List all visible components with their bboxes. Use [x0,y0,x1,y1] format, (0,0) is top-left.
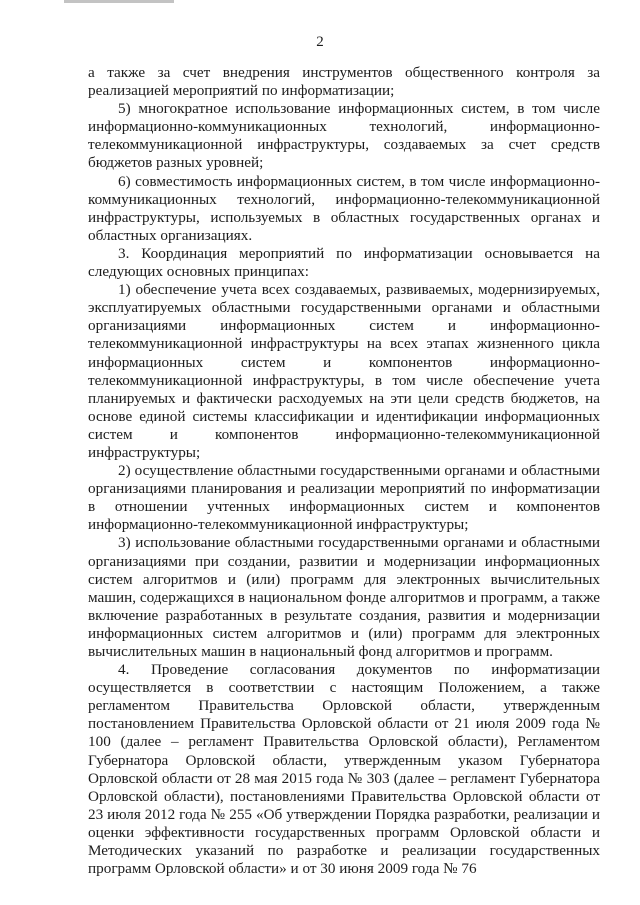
scan-artifact [64,0,174,3]
paragraph-item-6: 6) совместимость информационных систем, в том числе информационно-коммуникационных технологий, информационно-телекоммуникационной инфраструктуры, используемых в областных государственных органах и областных организациях. [88,172,600,244]
paragraph-section-4: 4. Проведение согласования документов по информатизации осуществляется в соответствии с настоящим Положением, а также регламентом Правительства Орловской области, утвержденным постановлением Правительства Орловской области от 21 июля 2009 года № 100 (далее – регламент Правительства Орловской области), Регламентом Губернатора Орловской области, утвержденным указом Губернатора Орловской области от 28 мая 2015 года № 303 (далее – регламент Губернатора Орловской области), постановлениями Правительства Орловской области от 23 июля 2012 года № 255 «Об утверждении Порядка разработки, реализации и оценки эффективности государственных программ Орловской области и Методических указаний по разработке и реализации государственных программ Орловской области» и от 30 июня 2009 года № 76 [88,661,600,878]
paragraph-principle-3: 3) использование областными государственными органами и областными организациями при создании, развитии и модернизации информационных систем алгоритмов и (или) программ для электронных вычислительных машин, содержащихся в национальном фонде алгоритмов и программ, а также включение разработанных в результате создания, развития и модернизации информационных систем алгоритмов и (или) программ для электронных вычислительных машин в национальный фонд алгоритмов и программ. [88,534,600,660]
paragraph-section-3: 3. Координация мероприятий по информатизации основывается на следующих основных принципах: [88,244,600,281]
paragraph-continuation: а также за счет внедрения инструментов общественного контроля за реализацией мероприятий по информатизации; [88,64,600,100]
paragraph-item-5: 5) многократное использование информационных систем, в том числе информационно-коммуникационных технологий, информационно-телекоммуникационной инфраструктуры, создаваемых за счет средств бюджетов разных уровней; [88,100,600,172]
page-number: 2 [316,34,324,50]
paragraph-principle-2: 2) осуществление областными государственными органами и областными организациями планирования и реализации мероприятий по информатизации в отношении учтенных информационных систем и компонентов информационно-телекоммуникационной инфраструктуры; [88,462,600,534]
paragraph-principle-1: 1) обеспечение учета всех создаваемых, развиваемых, модернизируемых, эксплуатируемых областными государственными органами и областными организациями информационных систем и информационно-телекоммуникационной инфраструктуры на всех этапах жизненного цикла информационных систем и компонентов информационно-телекоммуникационной инфраструктуры, в том числе обеспечение учета планируемых и фактически расходуемых на эти цели средств бюджетов, на основе единой системы классификации и идентификации информационных систем и компонентов информационно-телекоммуникационной инфраструктуры; [88,281,600,461]
document-body [88,64,600,878]
